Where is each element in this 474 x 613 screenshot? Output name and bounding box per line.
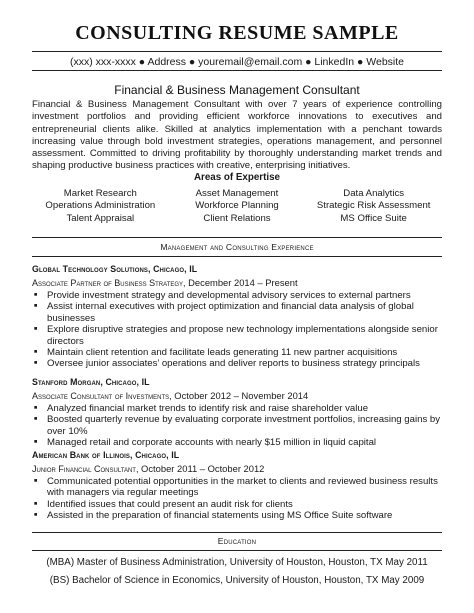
divider xyxy=(32,256,442,257)
job-bullets xyxy=(32,476,442,522)
job-title-line xyxy=(32,463,264,474)
expertise-item: MS Office Suite xyxy=(340,212,407,224)
company-name: American Bank of Illinois, Chicago, IL xyxy=(32,450,180,460)
professional-headline: Financial & Business Management Consultant xyxy=(114,83,360,97)
job-title-line xyxy=(32,390,308,401)
expertise-grid xyxy=(32,188,442,225)
summary-paragraph: Financial & Business Management Consultant with over 7 years of experience controlling investment portfolios and providing efficient workforce innovations to executives and entrepreneurial clients alike. Skilled at analytics implementation with a penchant towards increasing value through bold investment strategies, operations management, and personnel assessment. Committed to driving profitability by thoroughly understanding market trends and shaping productive business practices with creative, enterprising initiatives. xyxy=(32,99,442,172)
job-title-line xyxy=(32,277,298,288)
divider xyxy=(32,532,442,533)
company-name: Stanford Morgan, Chicago, IL xyxy=(32,377,150,387)
expertise-item: Talent Appraisal xyxy=(66,212,135,224)
expertise-item: Operations Administration xyxy=(45,200,156,212)
experience-heading: Management and Consulting Experience xyxy=(160,242,314,252)
expertise-item: Workforce Planning xyxy=(195,200,279,212)
job-bullets xyxy=(32,290,442,370)
divider xyxy=(32,237,442,238)
expertise-item: Client Relations xyxy=(203,212,271,224)
list-item: ■ Identified issues that could present an audit risk for clients xyxy=(32,499,442,510)
job-dates: December 2014 – Present xyxy=(185,277,298,288)
expertise-item: Market Research xyxy=(63,188,137,199)
job-bullets xyxy=(32,403,442,449)
expertise-heading: Areas of Expertise xyxy=(193,172,281,183)
expertise-item: Strategic Risk Assessment xyxy=(316,200,431,212)
job-role: Junior Financial Consultant, xyxy=(32,464,139,474)
expertise-item: Asset Management xyxy=(195,188,279,199)
list-item: ■ Communicated potential opportunities in the market to clients and reviewed business results with managers via regular meetings xyxy=(32,476,442,499)
list-item: ■ Assist internal executives with project optimization and financial data analysis of global businesses xyxy=(32,301,442,324)
job-dates: October 2011 – October 2012 xyxy=(138,463,265,474)
job-dates: October 2012 – November 2014 xyxy=(171,390,309,401)
education-entry: (BS) Bachelor of Science in Economics, University of Houston, Houston, TX May 2009 xyxy=(49,575,425,586)
divider xyxy=(32,51,442,52)
expertise-item: Data Analytics xyxy=(343,188,405,199)
job-role: Associate Consultant of Investments, xyxy=(32,391,172,401)
divider xyxy=(32,550,442,551)
education-heading: Education xyxy=(217,536,257,546)
list-item: ■ Analyzed financial market trends to identify risk and raise shareholder value xyxy=(32,403,442,414)
education-entry: (MBA) Master of Business Administration, University of Houston, Houston, TX May 2011 xyxy=(46,557,428,568)
job-role: Associate Partner of Business Strategy, xyxy=(32,278,186,288)
list-item: ■ Boosted quarterly revenue by evaluating corporate investment portfolios, increasing gains by over 10% xyxy=(32,414,442,437)
contact-line: (xxx) xxx-xxxx ● Address ● youremail@email.com ● LinkedIn ● Website xyxy=(69,56,404,68)
divider xyxy=(32,70,442,71)
company-name: Global Technology Solutions, Chicago, IL xyxy=(32,264,198,274)
list-item: ■ Assisted in the preparation of financial statements using MS Office Suite software xyxy=(32,510,442,521)
list-item: ■ Explore disruptive strategies and propose new technology implementations alongside senior directors xyxy=(32,324,442,347)
resume-title: CONSULTING RESUME SAMPLE xyxy=(75,22,399,44)
list-item: ■ Oversee junior associates’ operations and deliver reports to business strategy principals xyxy=(32,358,442,369)
list-item: ■ Managed retail and corporate accounts with nearly $15 million in liquid capital xyxy=(32,437,442,448)
list-item: ■ Provide investment strategy and developmental advisory services to external partners xyxy=(32,290,442,301)
list-item: ■ Maintain client retention and facilitate leads generating 11 new partner acquisitions xyxy=(32,347,442,358)
